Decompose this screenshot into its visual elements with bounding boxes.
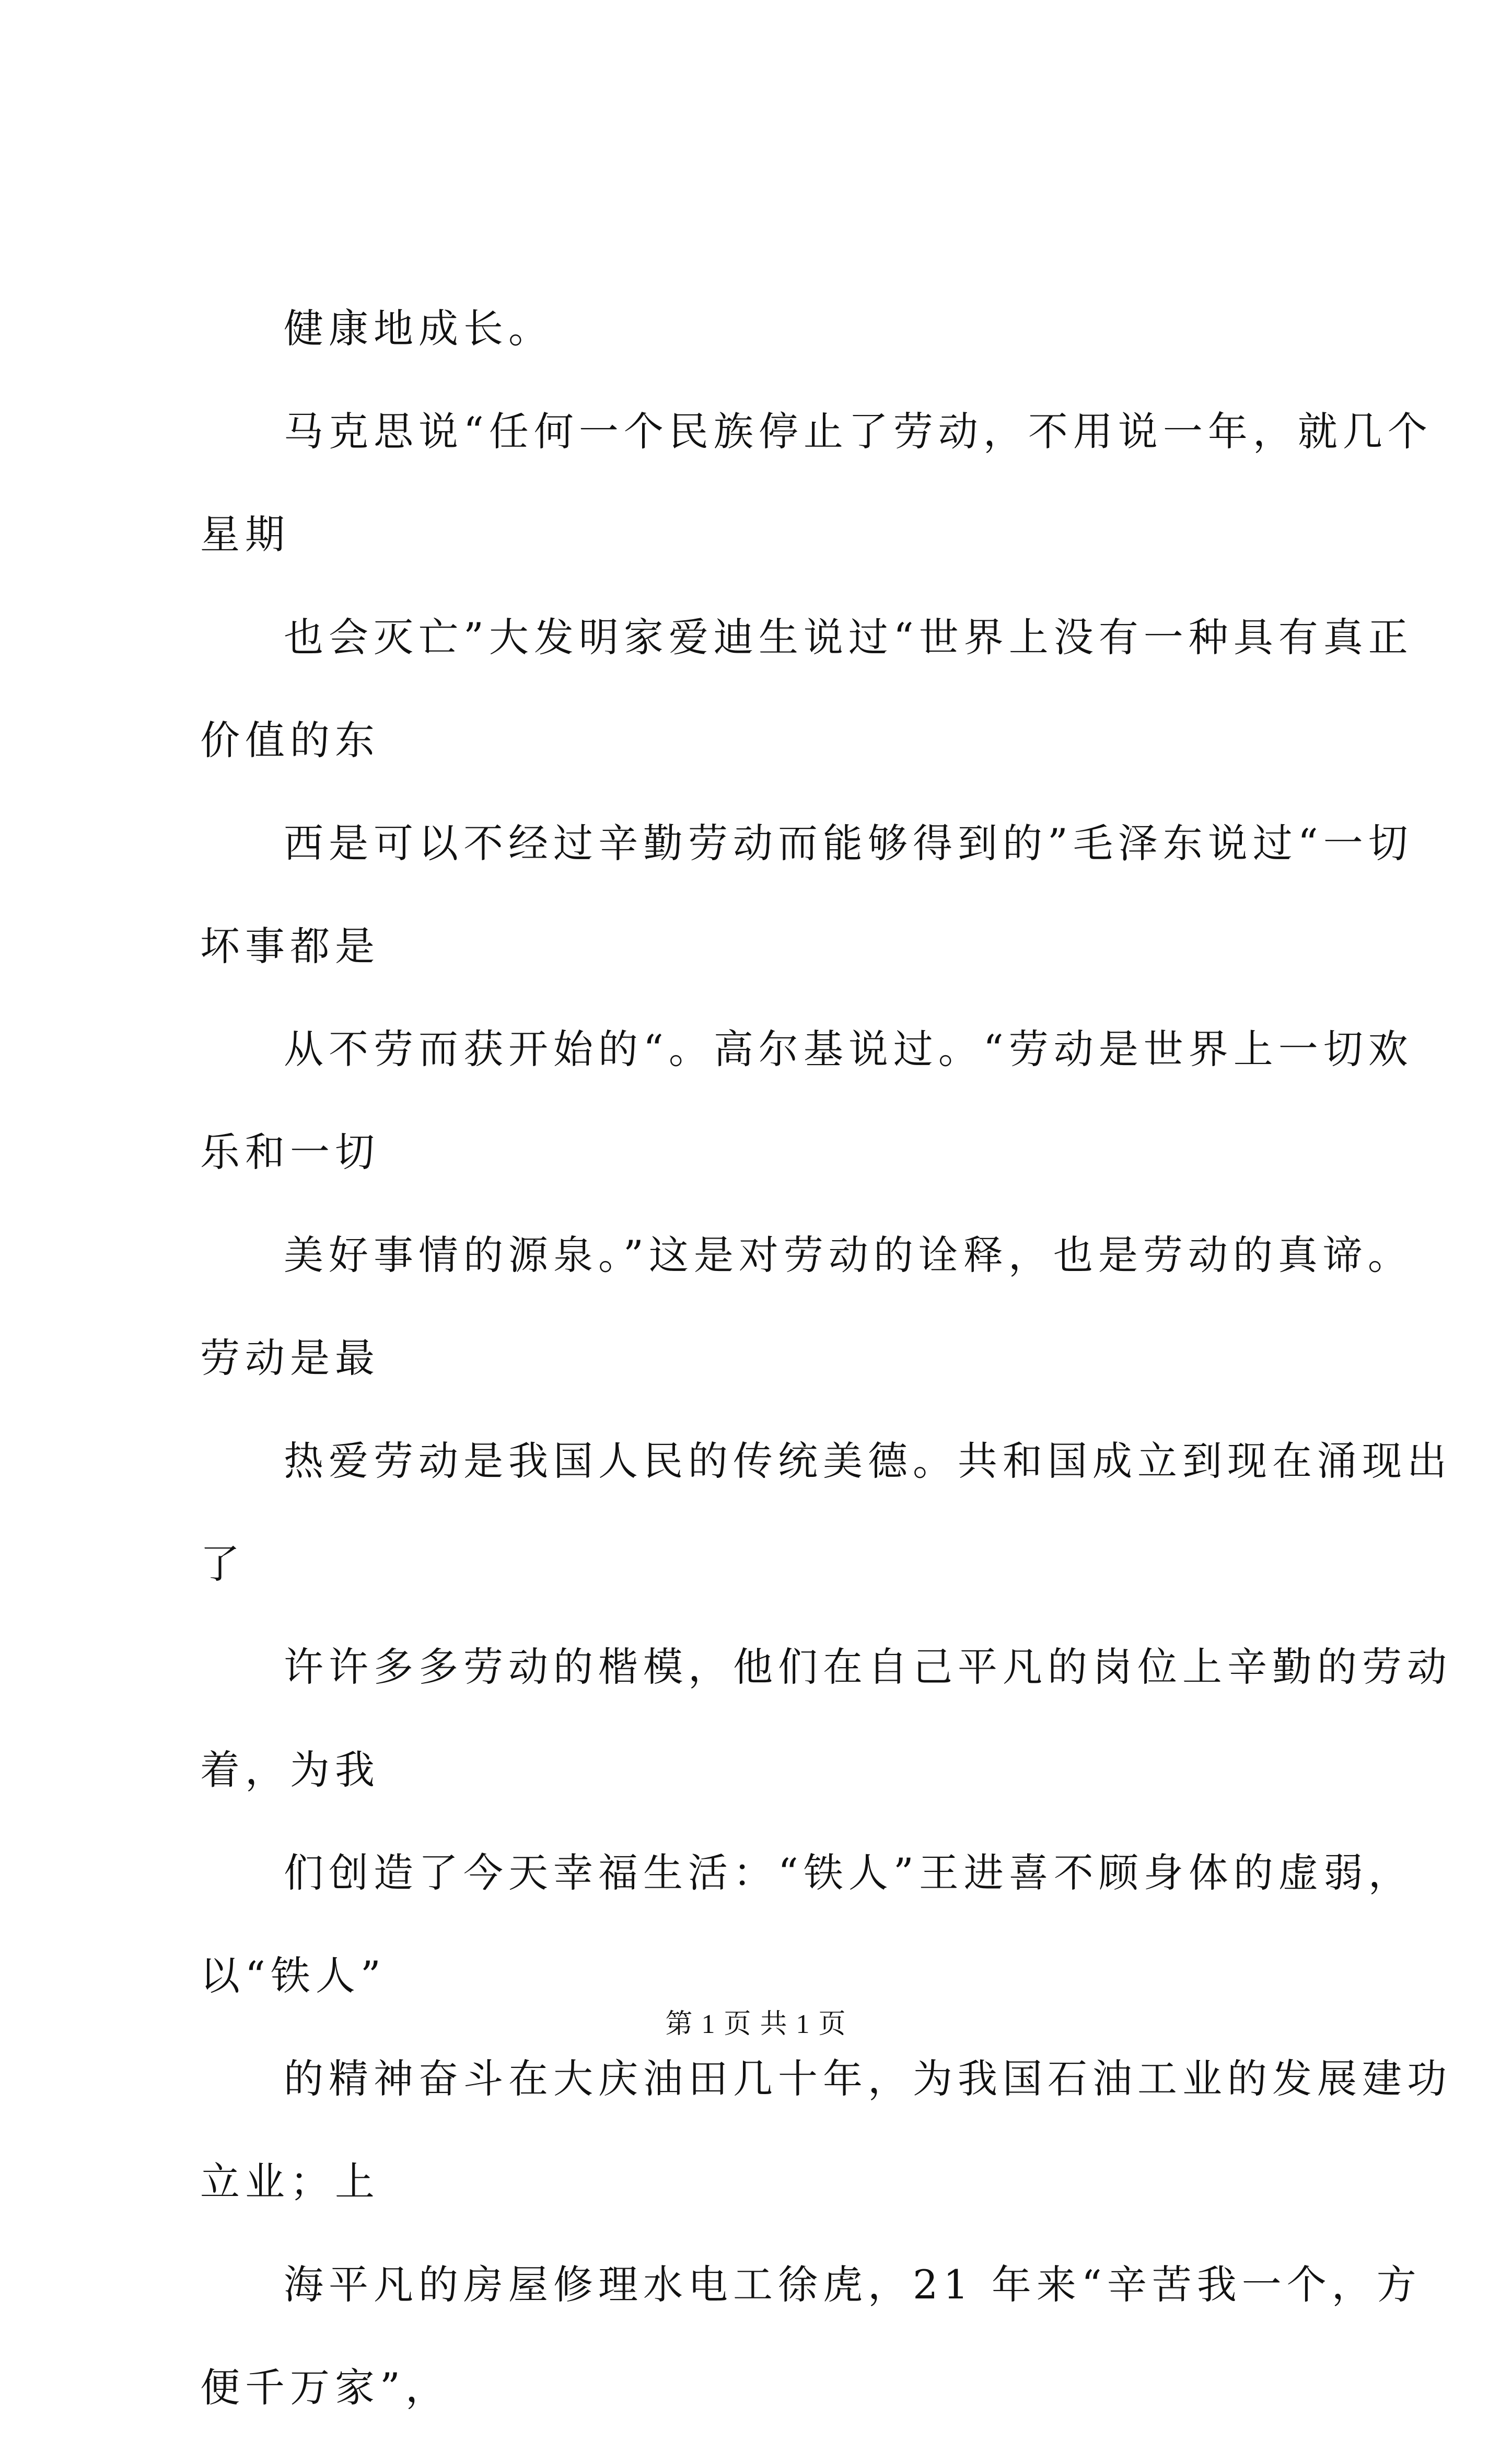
- text-line: 也会灭亡”大发明家爱迪生说过“世界上没有一种具有真正: [284, 614, 1413, 661]
- text-line: 的精神奋斗在大庆油田几十年，为我国石油工业的发展建功: [284, 2055, 1452, 2102]
- text-line: 劳动是最: [200, 1335, 380, 1381]
- text-line: 从不劳而获开始的“。高尔基说过。“劳动是世界上一切欢: [284, 1026, 1413, 1072]
- text-line: 西是可以不经过辛勤劳动而能够得到的”毛泽东说过“一切: [284, 820, 1413, 866]
- text-line: 海平凡的房屋修理水电工徐虎，21 年来“辛苦我一个，方: [284, 2261, 1422, 2308]
- text-line: 价值的东: [200, 717, 380, 764]
- text-line: 便千万家”，: [200, 2364, 450, 2411]
- text-line: 坏事都是: [200, 923, 380, 969]
- text-line: 乐和一切: [200, 1129, 380, 1175]
- text-line: 美好事情的源泉。”这是对劳动的诠释，也是劳动的真谛。: [284, 1232, 1413, 1278]
- text-line: 以“铁人”: [200, 1952, 386, 1999]
- text-line: 星期: [200, 511, 290, 558]
- document-body: [200, 277, 1452, 2439]
- page-footer: [0, 2002, 1512, 2041]
- text-line: 了: [200, 1541, 245, 1587]
- text-line: 热爱劳动是我国人民的传统美德。共和国成立到现在涌现出: [284, 1438, 1452, 1484]
- text-line: 健康地成长。: [284, 305, 553, 352]
- text-line: 着，为我: [200, 1747, 380, 1793]
- text-line: 立业；上: [200, 2158, 380, 2205]
- text-line: 们创造了今天幸福生活：“铁人”王进喜不顾身体的虚弱，: [284, 1850, 1413, 1896]
- text-line: 许许多多劳动的楷模，他们在自己平凡的岗位上辛勤的劳动: [284, 1644, 1452, 1690]
- page-number-label: 第 1 页 共 1 页: [665, 2009, 847, 2039]
- text-line: 马克思说“任何一个民族停止了劳动，不用说一年，就几个: [284, 408, 1433, 455]
